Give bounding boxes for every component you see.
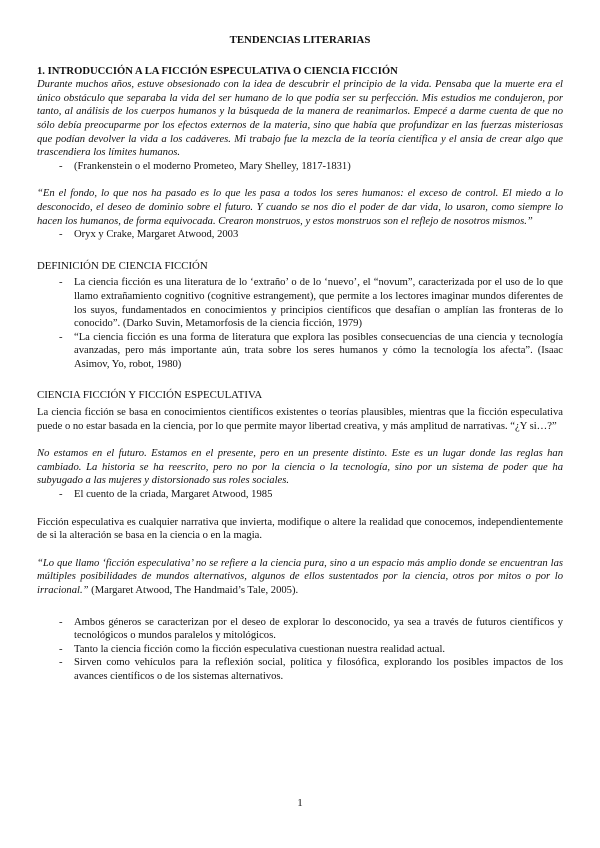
definition-item: - “La ciencia ficción es una forma de literatura que explora las posibles consecuencias de una ciencia y tecnología avanzadas, pero más importante aún, trata sobre los seres humanos y cómo la tecnología los afecta”. (Isaac Asimov, Yo, robot, 1980) bbox=[37, 331, 563, 372]
document-title: TENDENCIAS LITERARIAS bbox=[229, 34, 371, 46]
quote-atwood-2005 bbox=[37, 557, 563, 598]
quote-atwood-source: (Margaret Atwood, The Handmaid’s Tale, 2005). bbox=[88, 585, 299, 596]
source-oryx-crake: - Oryx y Crake, Margaret Atwood, 2003 bbox=[37, 228, 563, 242]
bullet-item: - Ambos géneros se caracterizan por el deseo de explorar lo desconocido, ya sea a través de futuros científicos y tecnológicos o mundos paralelos y mitológicos. bbox=[37, 616, 563, 643]
page-number: 1 bbox=[297, 797, 303, 809]
paragraph-ficcion-especulativa: Ficción especulativa es cualquier narrativa que invierta, modifique o altere la realidad que conocemos, independientemente de si la alteración se basa en la ciencia o en la magia. bbox=[37, 516, 563, 542]
quote-frankenstein: Durante muchos años, estuve obsesionado con la idea de descubrir el principio de la vida. Pensaba que la muerte era el único obstáculo que separaba la vida del ser humano de lo que podía ser su perfección. Mis estudios me condujeron, por tanto, al análisis de los cuerpos humanos y la búsqueda de la manera de reanimarlos. Empecé a darme cuenta de que no sólo debía preocuparme por los efectos externos de la materia, sino que había que profundizar en las fuerzas misteriosas que podían devolver la vida a los cadáveres. Mi trabajo fue la mezcla de la teoría científica y el ansia de crear algo que trascendiera los límites humanos. bbox=[37, 79, 563, 159]
bullet-item: - Tanto la ciencia ficción como la ficción especulativa cuestionan nuestra realidad actual. bbox=[37, 643, 563, 657]
definition-item: - La ciencia ficción es una literatura de lo ‘extraño’ o de lo ‘nuevo’, el “novum”, caracterizada por el uso de lo que llamo extrañamiento cognitivo (cognitive estrangement), que permite a los lectores imaginar mundos diferentes de los suyos, fundamentados en conocimientos y principios científicos que desafían o amplían las fronteras de lo conocido”. (Darko Suvin, Metamorfosis de la ciencia ficción, 1979) bbox=[37, 276, 563, 330]
source-frankenstein: - (Frankenstein o el moderno Prometeo, Mary Shelley, 1817-1831) bbox=[37, 160, 563, 174]
section-heading-introduccion: 1. INTRODUCCIÓN A LA FICCIÓN ESPECULATIVA O CIENCIA FICCIÓN bbox=[37, 65, 398, 77]
bullet-item: - Sirven como vehículos para la reflexión social, política y filosófica, explorando los posibles impactos de los avances científicos o de los sistemas alternativos. bbox=[37, 656, 563, 683]
heading-cf-fe: CIENCIA FICCIÓN Y FICCIÓN ESPECULATIVA bbox=[37, 389, 263, 402]
quote-cuento-criada: No estamos en el futuro. Estamos en el presente, pero en un presente distinto. Este es un lugar donde las reglas han cambiado. La historia se ha reescrito, pero no por la ciencia o la tecnología, sino por un sistema de poder que ha subyugado a las mujeres y distorsionado sus roles sociales. bbox=[37, 448, 563, 487]
heading-definicion: DEFINICIÓN DE CIENCIA FICCIÓN bbox=[37, 259, 208, 272]
quote-atwood-text: “Lo que llamo ‘ficción especulativa’ no se refiere a la ciencia pura, sino a un espacio más amplio donde se encuentran las múltiples posibilidades de mundos alternativos, algunos de ellos sustentados por la ciencia, otros por mitos o por lo irracional.” bbox=[37, 557, 563, 596]
paragraph-cf-vs-fe: La ciencia ficción se basa en conocimientos científicos existentes o teorías plausibles, mientras que la ficción especulativa puede o no estar basada en la ciencia, por lo que permite mayor libertad creativa, y más amplitud de narrativas. “¿Y si…?” bbox=[37, 407, 563, 432]
document-page bbox=[37, 34, 563, 684]
quote-oryx-crake: “En el fondo, lo que nos ha pasado es lo que les pasa a todos los seres humanos: el exceso de control. El miedo a lo desconocido, el deseo de dominio sobre el futuro. Y cuando se nos dio el poder de dar vida, lo usaron, como siempre lo hacen los humanos, de forma equivocada. Crearon monstruos, y estos monstruos son el reflejo de nosotros mismos.” bbox=[37, 188, 563, 227]
source-cuento-criada: - El cuento de la criada, Margaret Atwood, 1985 bbox=[37, 488, 563, 502]
